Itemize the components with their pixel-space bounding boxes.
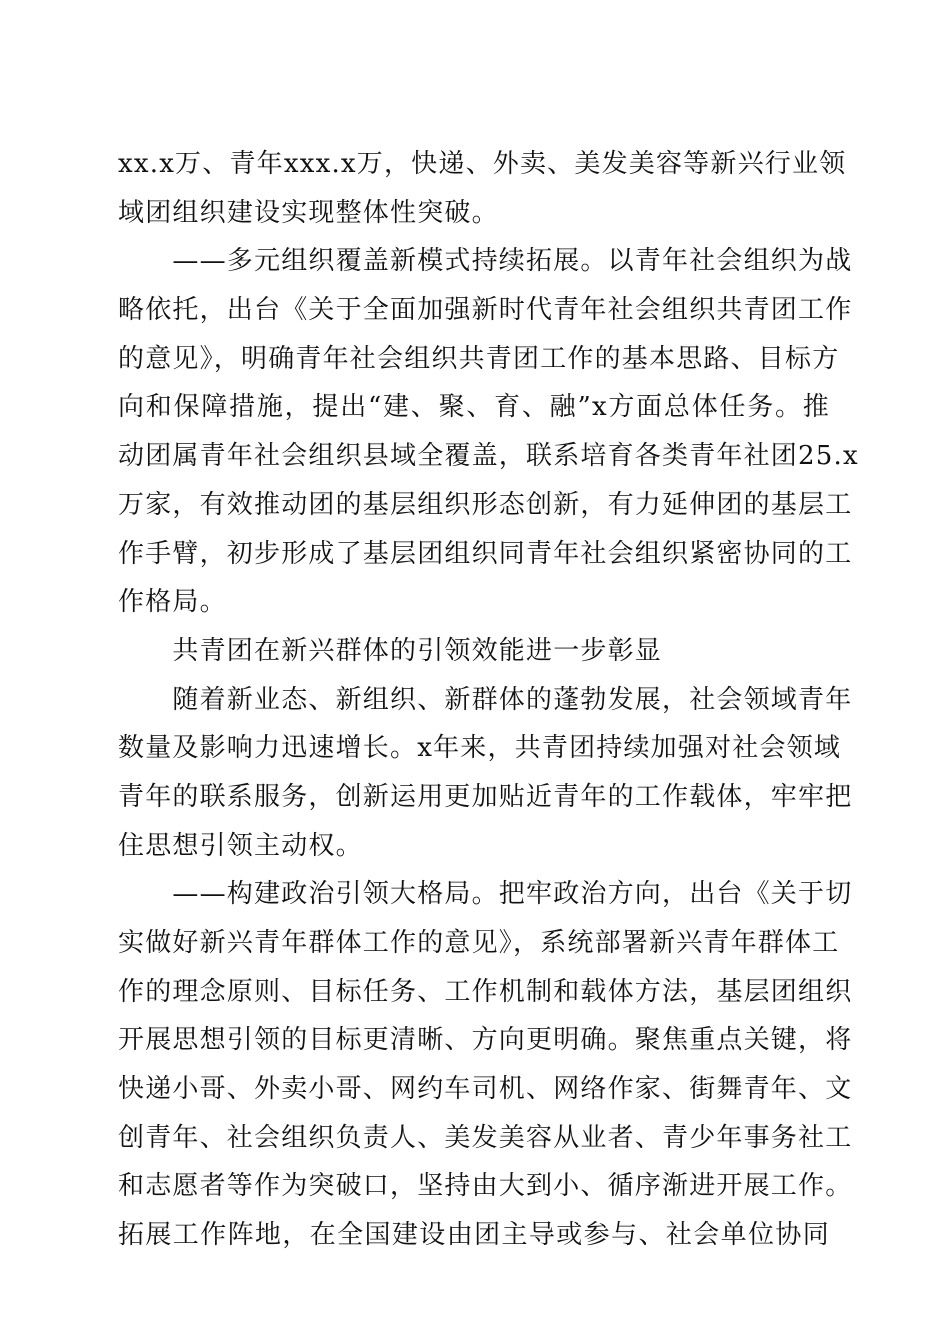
text-line: 动团属青年社会组织县域全覆盖，联系培育各类青年社团25.x [118, 441, 859, 472]
text-line: 作格局。 [118, 587, 227, 618]
text-line: 略依托，出台《关于全面加强新时代青年社会组织共青团工作 [118, 295, 853, 326]
text-line: ——多元组织覆盖新模式持续拓展。以青年社会组织为战 [118, 246, 853, 277]
text-line: 随着新业态、新组织、新群体的蓬勃发展，社会领域青年 [118, 684, 853, 715]
text-line: 实做好新兴青年群体工作的意见》，系统部署新兴青年群体工 [118, 928, 840, 958]
text-line: 拓展工作阵地，在全国建设由团主导或参与、社会单位协同 [118, 1220, 830, 1251]
text-line: ——构建政治引领大格局。把牢政治方向，出台《关于切 [118, 879, 853, 910]
text-line: 开展思想引领的目标更清晰、方向更明确。聚焦重点关键，将 [118, 1025, 853, 1056]
section-heading: 共青团在新兴群体的引领效能进一步彰显 [118, 635, 663, 666]
text-line: 万家，有效推动团的基层组织形态创新，有力延伸团的基层工 [118, 489, 853, 520]
text-line: 作的理念原则、目标任务、工作机制和载体方法，基层团组织 [118, 976, 853, 1007]
text-line: 的意见》，明确青年社会组织共青团工作的基本思路、目标方 [118, 343, 840, 374]
text-line: 创青年、社会组织负责人、美发美容从业者、青少年事务社工 [118, 1122, 853, 1153]
document-body [118, 140, 859, 1260]
text-line: 向和保障措施，提出“建、聚、育、融”x方面总体任务。推 [118, 392, 830, 423]
text-line: 域团组织建设实现整体性突破。 [118, 197, 499, 228]
text-line: 作手臂，初步形成了基层团组织同青年社会组织紧密协同的工 [118, 538, 853, 569]
text-line: 快递小哥、外卖小哥、网约车司机、网络作家、街舞青年、文 [118, 1074, 853, 1105]
text-line: 数量及影响力迅速增长。x年来，共青团持续加强对社会领域 [118, 733, 842, 764]
text-line: xx.x万、青年xxx.x万，快递、外卖、美发美容等新兴行业领 [118, 149, 847, 179]
text-line: 住思想引领主动权。 [118, 830, 363, 861]
text-line: 和志愿者等作为突破口，坚持由大到小、循序渐进开展工作。 [118, 1171, 853, 1202]
text-line: 青年的联系服务，创新运用更加贴近青年的工作载体，牢牢把 [118, 781, 853, 812]
